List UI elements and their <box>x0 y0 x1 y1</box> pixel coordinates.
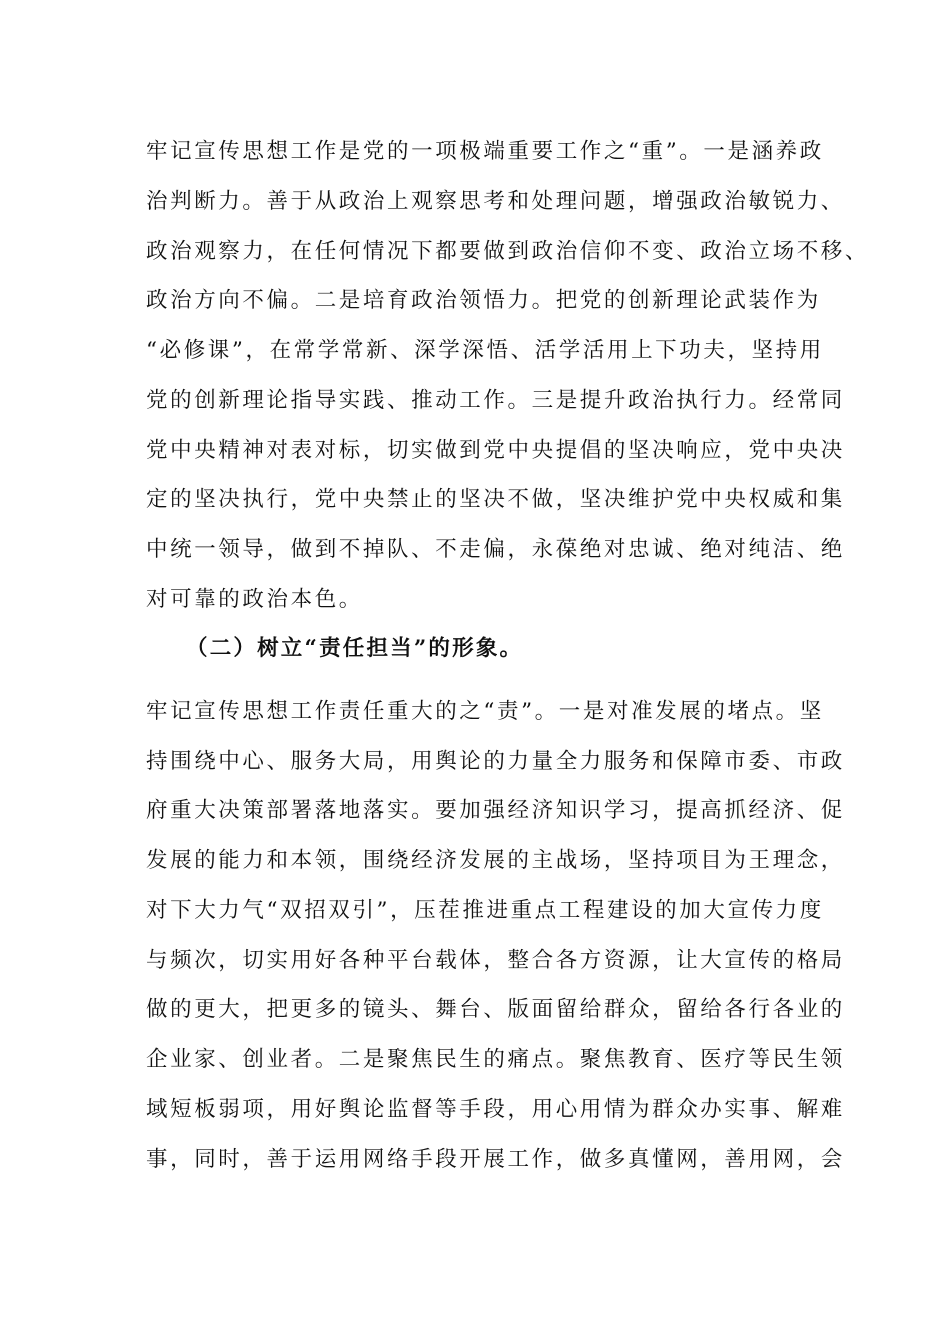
paragraph-2-line: 发展的能力和本领，围绕经济发展的主战场，坚持项目为王理念， <box>146 848 845 873</box>
paragraph-1-line: 中统一领导，做到不掉队、不走偏，永葆绝对忠诚、绝对纯洁、绝 <box>146 537 845 562</box>
paragraph-2-line: 对下大力气“双招双引”，压茬推进重点工程建设的加大宣传力度 <box>146 898 824 923</box>
paragraph-2-line: 域短板弱项，用好舆论监督等手段，用心用情为群众办实事、解难 <box>146 1097 845 1122</box>
paragraph-1-line: 政治观察力，在任何情况下都要做到政治信仰不变、政治立场不移、 <box>146 239 870 264</box>
paragraph-2-line: 做的更大，把更多的镜头、舞台、版面留给群众，留给各行各业的 <box>146 997 845 1022</box>
paragraph-1-line: 政治方向不偏。二是培育政治领悟力。把党的创新理论武装作为 <box>146 288 821 313</box>
paragraph-2-line: 事，同时，善于运用网络手段开展工作，做多真懂网，善用网，会 <box>146 1147 845 1172</box>
paragraph-1-line: 党的创新理论指导实践、推动工作。三是提升政治执行力。经常同 <box>146 388 845 413</box>
paragraph-2-line: 企业家、创业者。二是聚焦民生的痛点。聚焦教育、医疗等民生领 <box>146 1047 845 1072</box>
paragraph-1-line: 牢记宣传思想工作是党的一项极端重要工作之“重”。一是涵养政 <box>146 139 824 164</box>
paragraph-1-line: 党中央精神对表对标，切实做到党中央提倡的坚决响应，党中央决 <box>146 438 845 463</box>
paragraph-2-line: 持围绕中心、服务大局，用舆论的力量全力服务和保障市委、市政 <box>146 749 845 774</box>
section-heading: （二）树立“责任担当”的形象。 <box>186 636 524 661</box>
paragraph-1-line: “必修课”，在常学常新、深学深悟、活学活用上下功夫，坚持用 <box>146 338 824 363</box>
paragraph-1-line: 对可靠的政治本色。 <box>146 587 363 612</box>
paragraph-2-line: 牢记宣传思想工作责任重大的之“责”。一是对准发展的堵点。坚 <box>146 699 824 724</box>
paragraph-2-line: 府重大决策部署落地落实。要加强经济知识学习，提高抓经济、促 <box>146 798 845 823</box>
paragraph-2-line: 与频次，切实用好各种平台载体，整合各方资源，让大宣传的格局 <box>146 948 845 973</box>
paragraph-1-line: 治判断力。善于从政治上观察思考和处理问题，增强政治敏锐力、 <box>146 189 845 214</box>
paragraph-1-line: 定的坚决执行，党中央禁止的坚决不做，坚决维护党中央权威和集 <box>146 487 845 512</box>
